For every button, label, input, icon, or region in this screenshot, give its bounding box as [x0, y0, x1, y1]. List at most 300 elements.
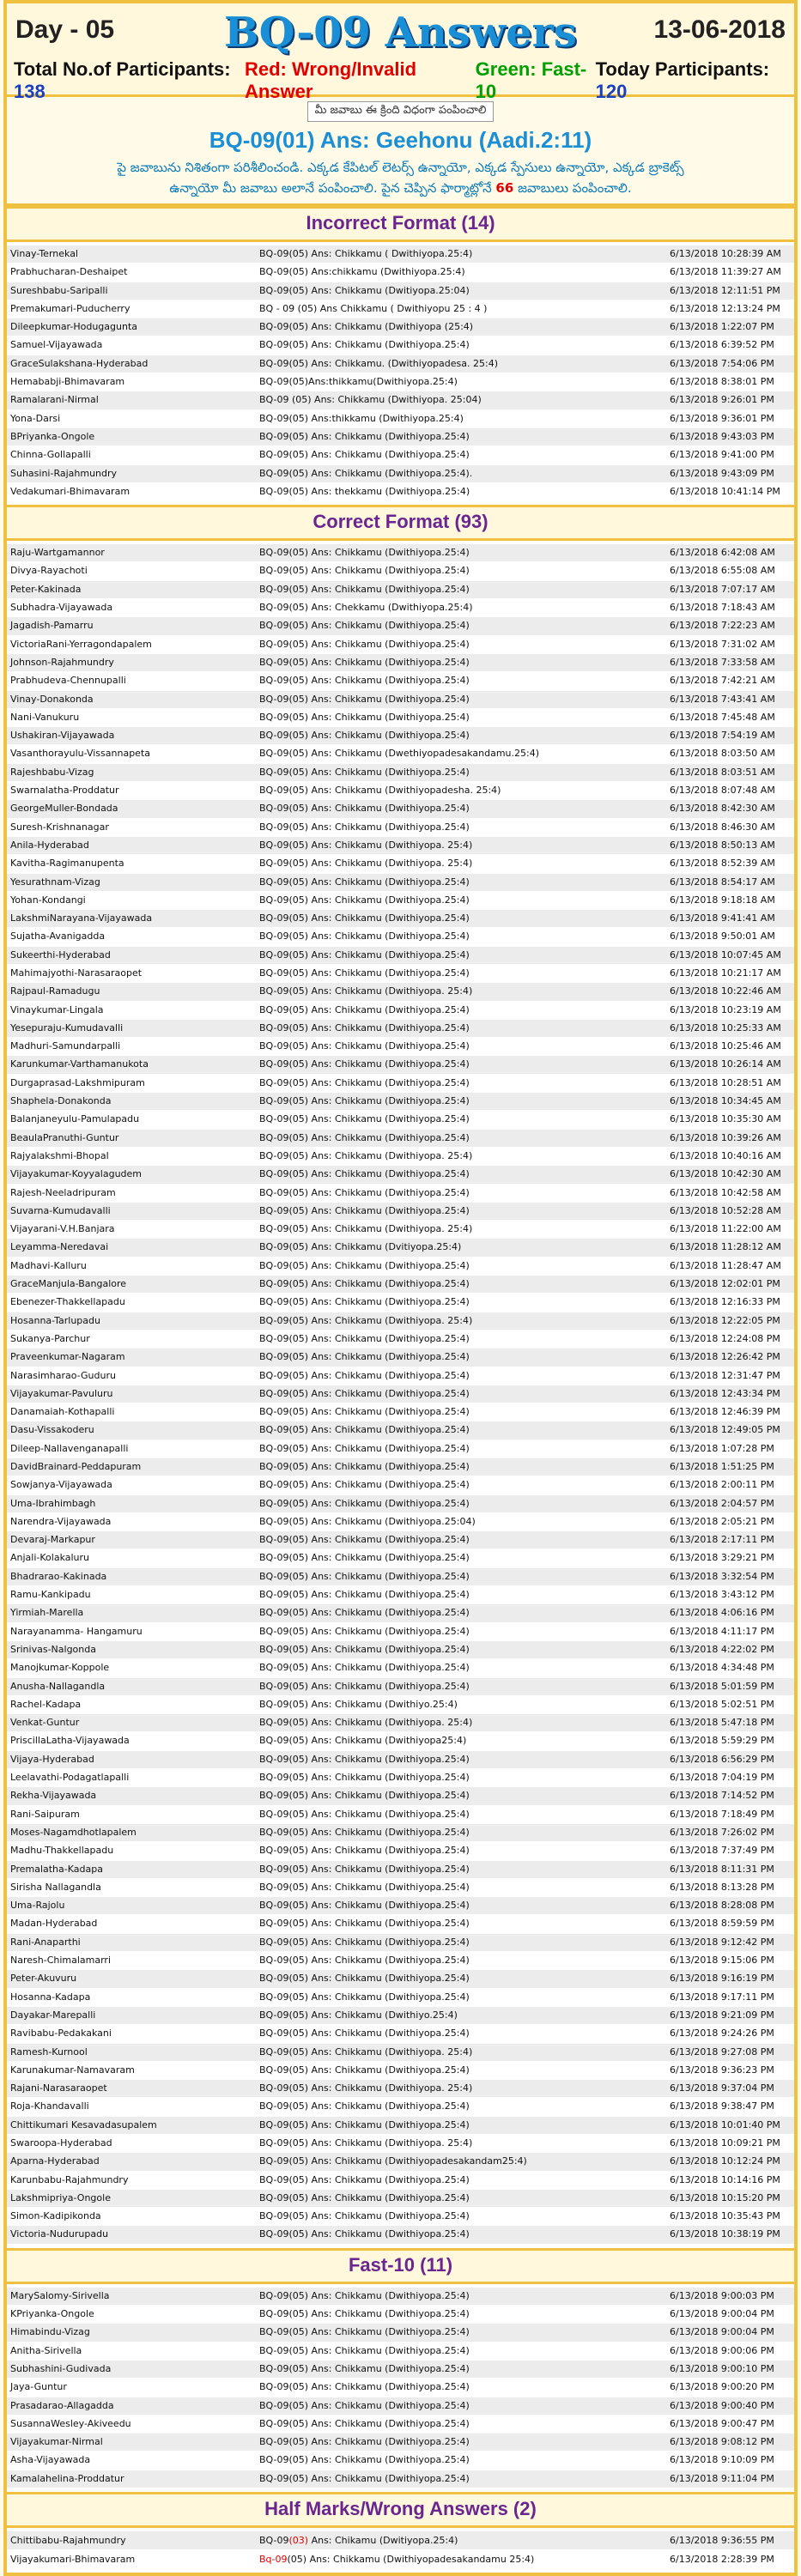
submission-time: 6/13/2018 3:43:12 PM [666, 1586, 794, 1604]
table-row [7, 1787, 794, 1805]
legend-green: Green: Fast-10 [475, 58, 587, 102]
participant-answer: BQ-09(05) Ans: Chikkamu (Dwithiyopa.25:4) [256, 1038, 666, 1056]
submission-time: 6/13/2018 10:01:40 PM [666, 2116, 794, 2134]
table-row [7, 1330, 794, 1348]
participant-answer: BQ-09(05) Ans: Chikkamu (Dwithiyopa.25:4) [256, 1276, 666, 1294]
participant-name: Swaroopa-Hyderabad [7, 2134, 256, 2152]
submission-time: 6/13/2018 4:22:02 PM [666, 1640, 794, 1658]
participant-name: Durgaprasad-Lakshmipuram [7, 1074, 256, 1092]
participant-answer: BQ-09(05) Ans: Chikkamu (Dwithiyopadesha. 25:4) [256, 782, 666, 800]
half-marks-heading: Half Marks/Wrong Answers (2) [7, 2492, 794, 2528]
submission-time: 6/13/2018 10:28:39 AM [666, 245, 794, 264]
participant-name: Vinay-Ternekal [7, 245, 256, 264]
participant-name: Rajani-Narasaraopet [7, 2080, 256, 2098]
participant-answer: BQ-09(05) Ans: Chikkamu (Dwithiyopa.25:4) [256, 617, 666, 635]
instructions [14, 157, 787, 198]
table-row [7, 1239, 794, 1257]
submission-time: 6/13/2018 9:16:19 PM [666, 1970, 794, 1988]
table-row [7, 1038, 794, 1056]
participant-name: SusannaWesley-Akiveedu [7, 2415, 256, 2433]
submission-time: 6/13/2018 8:28:08 PM [666, 1897, 794, 1915]
table-row [7, 1586, 794, 1604]
stats-bar [14, 58, 787, 103]
table-row [7, 964, 794, 982]
table-row [7, 2452, 794, 2470]
participant-answer: BQ-09(05) Ans: Chikkamu (Dwithiyopa.25:4) [256, 1750, 666, 1768]
participant-answer: BQ-09(05) Ans: Chikkamu (Dwithiyopa.25:4) [256, 544, 666, 562]
participant-name: Himabindu-Vizag [7, 2324, 256, 2342]
participant-answer: BQ-09(05) Ans: Chikkamu (Dwithiyopa.25:4) [256, 562, 666, 580]
participant-answer: BQ-09(05) Ans: Chikkamu (Dwithiyopa. 25:4) [256, 2080, 666, 2098]
submission-time: 6/13/2018 10:07:45 AM [666, 946, 794, 964]
participant-answer: BQ-09(05) Ans: Chikkamu (Dwithiyopa.25:4) [256, 1494, 666, 1512]
participant-answer: BQ-09(05) Ans: thekkamu (Dwithiyopa.25:4) [256, 482, 666, 500]
participant-answer: BQ-09(05) Ans: Chikkamu (Dwithiyopa.25:4) [256, 1769, 666, 1787]
submission-time: 6/13/2018 9:15:06 PM [666, 1952, 794, 1970]
participant-answer [256, 2550, 666, 2569]
participant-answer: BQ-09(05) Ans: Chikkamu (Dwitiyopa.25:04) [256, 282, 666, 300]
participant-answer: BQ-09(05) Ans: Chikkamu (Dwithiyopa.25:4) [256, 1659, 666, 1677]
participant-name: Dasu-Vissakoderu [7, 1421, 256, 1440]
participant-name: Raju-Wartgamannor [7, 544, 256, 562]
participant-name: Vijayakumar-Pavuluru [7, 1385, 256, 1403]
table-row [7, 1677, 794, 1695]
table-row [7, 427, 794, 445]
submission-time: 6/13/2018 2:28:39 PM [666, 2550, 794, 2569]
table-row [7, 2189, 794, 2207]
participant-answer: BQ-09(05) Ans: Chikkamu (Dwithiyopa.25:4) [256, 653, 666, 671]
table-row [7, 983, 794, 1001]
table-row [7, 2043, 794, 2061]
participant-answer: BQ-09(05) Ans: Chikkamu (Dwithiyopa. 25:4) [256, 1221, 666, 1239]
table-row [7, 1476, 794, 1494]
table-row [7, 1074, 794, 1092]
participant-name: Ramalarani-Nirmal [7, 391, 256, 409]
participant-answer: BQ-09(05) Ans: Chikkamu (Dwithiyopa.25:4) [256, 1476, 666, 1494]
submission-time: 6/13/2018 12:46:39 PM [666, 1403, 794, 1421]
submission-time: 6/13/2018 9:00:40 PM [666, 2397, 794, 2415]
participant-name: Devaraj-Markapur [7, 1531, 256, 1549]
participant-name: Bhadrarao-Kakinada [7, 1567, 256, 1585]
table-row [7, 1001, 794, 1019]
today-participants [596, 58, 787, 103]
participant-name: Karunkumar-Varthamanukota [7, 1056, 256, 1074]
participant-answer: BQ-09(05) Ans: Chikkamu (Dwithiyopa.25:4) [256, 2306, 666, 2324]
participant-answer: BQ-09(05) Ans: Chikkamu (Dwithiyopa.25:4) [256, 2415, 666, 2433]
participant-answer: BQ-09(05) Ans: Chikkamu (Dwithiyopa.25:4) [256, 427, 666, 445]
participant-answer: BQ-09(05) Ans: Chikkamu (Dwithiyopa.25:4) [256, 1440, 666, 1458]
table-row [7, 282, 794, 300]
table-row [7, 580, 794, 598]
participant-name: Naresh-Chimalamarri [7, 1952, 256, 1970]
page [3, 0, 798, 2576]
correct-answer: BQ-09(01) Ans: Geehonu (Aadi.2:11) [209, 127, 592, 153]
participant-name: Vijayakumar-Koyyalagudem [7, 1166, 256, 1184]
participant-answer: BQ-09(05) Ans: Chikkamu (Dwithiyopa.25:4) [256, 1878, 666, 1896]
submission-time: 6/13/2018 7:54:06 PM [666, 355, 794, 373]
participant-answer: BQ-09(05) Ans: Chikkamu (Dwithiyopa.25:4) [256, 946, 666, 964]
participant-answer: BQ-09(05) Ans: Chikkamu (Dwithiyopa.25:4) [256, 690, 666, 708]
submission-time: 6/13/2018 8:54:17 AM [666, 873, 794, 891]
participant-answer: BQ-09(05) Ans: Chikkamu (Dwithiyo.25:4) [256, 1695, 666, 1713]
page-title: BQ-09 Answers [224, 9, 577, 57]
participant-answer: BQ-09(05) Ans: Chikkamu (Dwithiyopa.25:4) [256, 1952, 666, 1970]
participant-answer: BQ-09(05) Ans: Chikkamu (Dwithiyopa.25:4) [256, 1056, 666, 1074]
participant-answer: BQ-09 (05) Ans: Chikkamu (Dwithiyopa. 25:04) [256, 391, 666, 409]
participant-name: Balanjaneyulu-Pamulapadu [7, 1111, 256, 1129]
participant-name: Madhuri-Samundarpalli [7, 1038, 256, 1056]
participant-name: Vijayakumar-Nirmal [7, 2434, 256, 2452]
participant-answer: BQ-09(05) Ans: Chikkamu (Dwithiyopa. 25:4) [256, 2043, 666, 2061]
table-row [7, 2171, 794, 2189]
participant-name: Peter-Akuvuru [7, 1970, 256, 1988]
participant-name: Ramu-Kankipadu [7, 1586, 256, 1604]
participant-answer: BQ-09(05) Ans: Chikkamu (Dwithiyopa.25:4) [256, 2171, 666, 2189]
participant-name: Rekha-Vijayawada [7, 1787, 256, 1805]
submission-time: 6/13/2018 7:07:17 AM [666, 580, 794, 598]
incorrect-format-table [7, 245, 794, 501]
correct-format-section [7, 541, 794, 2248]
participant-answer: BQ-09(05) Ans: Chikkamu (Dwithiyopa.25:4) [256, 1787, 666, 1805]
fast10-table [7, 2288, 794, 2488]
day-label: Day - 05 [15, 15, 115, 44]
participant-answer: BQ-09(05) Ans: Chikkamu (Dwithiyopa.25:4) [256, 1897, 666, 1915]
participant-answer: BQ-09(05) Ans:chikkamu (Dwithiyopa.25:4) [256, 264, 666, 282]
participant-answer: BQ-09(05) Ans: Chikkamu (Dwithiyopa.25:4) [256, 1403, 666, 1421]
submission-time: 6/13/2018 10:28:51 AM [666, 1074, 794, 1092]
submission-time: 6/13/2018 12:49:05 PM [666, 1421, 794, 1440]
table-row [7, 1166, 794, 1184]
participant-name: Vinay-Donakonda [7, 690, 256, 708]
submission-time: 6/13/2018 10:35:43 PM [666, 2208, 794, 2226]
participant-name: Samuel-Vijayawada [7, 336, 256, 355]
participant-name: Ravibabu-Pedakakani [7, 2025, 256, 2043]
today-label: Today Participants: [595, 58, 770, 80]
participant-name: Chinna-Gollapalli [7, 446, 256, 464]
participant-name: Narasimharao-Guduru [7, 1367, 256, 1385]
participant-name: Sujatha-Avanigadda [7, 928, 256, 946]
participant-answer: BQ-09(05) Ans: Chikkamu (Dwithiyopa.25:4) [256, 1549, 666, 1567]
participant-name: Subhashini-Gudivada [7, 2360, 256, 2378]
participant-answer: BQ-09(05) Ans: Chikkamu (Dwithiyopa.25:4) [256, 1257, 666, 1275]
participant-name: Karunbabu-Rajahmundry [7, 2171, 256, 2189]
table-row [7, 1184, 794, 1202]
submission-time: 6/13/2018 7:22:23 AM [666, 617, 794, 635]
table-row [7, 653, 794, 671]
table-row [7, 1769, 794, 1787]
table-row [7, 1640, 794, 1658]
participant-name: GeorgeMuller-Bondada [7, 800, 256, 818]
participant-name: Moses-Nagamdhotlapalem [7, 1823, 256, 1841]
submission-time: 6/13/2018 9:24:26 PM [666, 2025, 794, 2043]
participant-answer: BQ-09(05) Ans: Chikkamu (Dwithiyopa.25:4). [256, 464, 666, 482]
table-row [7, 928, 794, 946]
table-row [7, 1440, 794, 1458]
submission-time: 6/13/2018 9:00:04 PM [666, 2324, 794, 2342]
participant-answer: BQ-09(05) Ans: Chikkamu (Dwithiyopa.25:4) [256, 2360, 666, 2378]
answer-rest: (05) Ans: Chikkamu (Dwithiyopadesakandamu 25:4) [287, 2554, 535, 2566]
submission-time: 6/13/2018 10:41:14 PM [666, 482, 794, 500]
participant-answer: BQ-09(05) Ans: Chikkamu (Dwithiyopa.25:4) [256, 800, 666, 818]
participant-name: Johnson-Rajahmundry [7, 653, 256, 671]
incorrect-format-heading: Incorrect Format (14) [7, 206, 794, 242]
total-label: Total No.of Participants: [14, 58, 231, 80]
participant-answer: BQ-09(05) Ans: Chikkamu (Dwithiyopa.25:4) [256, 1421, 666, 1440]
participant-answer: BQ-09(05) Ans: Chikkamu (Dwithiyopa.25:4) [256, 1586, 666, 1604]
participant-answer: BQ-09(05) Ans: Chikkamu (Dwithiyopa.25:4) [256, 2061, 666, 2079]
participant-answer: BQ-09(05) Ans: Chikkamu (Dwithiyopadesakandam25:4) [256, 2153, 666, 2171]
fast10-heading: Fast-10 (11) [7, 2248, 794, 2284]
participant-name: Danamaiah-Kothapalli [7, 1403, 256, 1421]
participant-answer: BQ-09(05) Ans: Chikkamu (Dwithiyopa.25:4) [256, 1202, 666, 1220]
table-row [7, 2006, 794, 2024]
submission-time: 6/13/2018 12:22:05 PM [666, 1312, 794, 1330]
participant-answer: BQ-09(05) Ans: Chikkamu (Dwithiyopa.25:4) [256, 1129, 666, 1147]
table-row [7, 2226, 794, 2244]
participant-answer: BQ-09(05) Ans: Chikkamu (Dwithiyopa.25:4) [256, 1622, 666, 1640]
table-row [7, 2025, 794, 2043]
participant-name: GraceManjula-Bangalore [7, 1276, 256, 1294]
submission-time: 6/13/2018 10:22:46 AM [666, 983, 794, 1001]
participant-name: Jagadish-Pamarru [7, 617, 256, 635]
submission-time: 6/13/2018 10:15:20 PM [666, 2189, 794, 2207]
format-note [14, 100, 787, 122]
submission-time: 6/13/2018 10:23:19 AM [666, 1001, 794, 1019]
participant-answer: BQ-09(05) Ans: Chikkamu (Dwithiyopa.25:4) [256, 1349, 666, 1367]
participant-answer: BQ-09(05) Ans: Chikkamu (Dwithiyopa.25:4) [256, 1019, 666, 1037]
submission-time: 6/13/2018 9:00:47 PM [666, 2415, 794, 2433]
participant-name: MarySalomy-Sirivella [7, 2288, 256, 2306]
table-row [7, 1512, 794, 1530]
participant-name: Suresh-Krishnanagar [7, 818, 256, 836]
table-row [7, 1019, 794, 1037]
table-row [7, 818, 794, 836]
submission-time: 6/13/2018 5:02:51 PM [666, 1695, 794, 1713]
participant-name: Madhu-Thakkellapadu [7, 1842, 256, 1860]
submission-time: 6/13/2018 7:26:02 PM [666, 1823, 794, 1841]
participant-name: Sowjanya-Vijayawada [7, 1476, 256, 1494]
participant-name: Aparna-Hyderabad [7, 2153, 256, 2171]
table-row [7, 599, 794, 617]
table-row [7, 2550, 794, 2569]
participant-name: Victoria-Nudurupadu [7, 2226, 256, 2244]
participant-answer: BQ-09(05) Ans: Chikkamu (Dwithiyopa.25:4) [256, 1531, 666, 1549]
participant-answer [256, 2531, 666, 2550]
participant-name: Sureshbabu-Saripalli [7, 282, 256, 300]
participant-name: Hosanna-Tarlupadu [7, 1312, 256, 1330]
participant-answer: BQ-09(05) Ans: Chikkamu (Dwithiyopa.25:4) [256, 727, 666, 745]
participant-name: Vijayakumari-Bhimavaram [7, 2550, 256, 2569]
submission-time: 6/13/2018 4:06:16 PM [666, 1604, 794, 1622]
participant-name: Dayakar-Marepalli [7, 2006, 256, 2024]
participant-name: Dileepkumar-Hodugagunta [7, 318, 256, 336]
table-row [7, 763, 794, 781]
participant-name: Srinivas-Nalgonda [7, 1640, 256, 1658]
participant-answer: BQ-09(05) Ans: Chikkamu (Dwithiyopa.25:4) [256, 1330, 666, 1348]
submission-time: 6/13/2018 10:21:17 AM [666, 964, 794, 982]
submission-time: 6/13/2018 12:31:47 PM [666, 1367, 794, 1385]
participant-answer: BQ-09(05) Ans: Chikkamu (Dwithiyopa.25:4) [256, 910, 666, 928]
participant-name: Rajpaul-Ramadugu [7, 983, 256, 1001]
table-row [7, 2288, 794, 2306]
submission-time: 6/13/2018 7:42:21 AM [666, 672, 794, 690]
participant-answer: BQ-09(05) Ans: Chikkamu (Dwithiyopa. 25:4) [256, 855, 666, 873]
table-row [7, 264, 794, 282]
participant-name: Leelavathi-Podagatlapalli [7, 1769, 256, 1787]
participant-answer: BQ-09(05) Ans:thikkamu (Dwithiyopa.25:4) [256, 409, 666, 427]
participant-answer: BQ-09(05) Ans: Chikkamu (Dvitiyopa.25:4) [256, 1239, 666, 1257]
submission-time: 6/13/2018 2:00:11 PM [666, 1476, 794, 1494]
submission-time: 6/13/2018 5:01:59 PM [666, 1677, 794, 1695]
participant-name: Vijayarani-V.H.Banjara [7, 1221, 256, 1239]
participant-answer: BQ-09(05) Ans: Chikkamu (Dwithiyopa.25:4) [256, 2397, 666, 2415]
table-row [7, 1494, 794, 1512]
participant-name: Hosanna-Kadapa [7, 1988, 256, 2006]
participant-answer: BQ-09(05) Ans: Chikkamu (Dwithiyopa.25:4) [256, 1111, 666, 1129]
half-marks-table [7, 2531, 794, 2569]
participant-answer: BQ-09(05) Ans: Chikkamu (Dwithiyopa. 25:4) [256, 2134, 666, 2152]
submission-time: 6/13/2018 2:05:21 PM [666, 1512, 794, 1530]
submission-time: 6/13/2018 10:14:16 PM [666, 2171, 794, 2189]
participant-answer: BQ-09(05) Ans: Chikkamu (Dwithiyopa.25:4) [256, 1367, 666, 1385]
participant-name: Vijaya-Hyderabad [7, 1750, 256, 1768]
table-row [7, 1257, 794, 1275]
submission-time: 6/13/2018 9:12:42 PM [666, 1933, 794, 1951]
table-row [7, 373, 794, 391]
table-row [7, 1714, 794, 1732]
table-row [7, 1860, 794, 1878]
submission-time: 6/13/2018 11:28:12 AM [666, 1239, 794, 1257]
participant-answer: BQ-09(05) Ans: Chikkamu (Dwithiyopa.25:4) [256, 1823, 666, 1841]
table-row [7, 318, 794, 336]
submission-time: 6/13/2018 6:42:08 AM [666, 544, 794, 562]
participant-name: Rachel-Kadapa [7, 1695, 256, 1713]
submission-time: 6/13/2018 2:04:57 PM [666, 1494, 794, 1512]
submission-time: 6/13/2018 2:17:11 PM [666, 1531, 794, 1549]
table-row [7, 1604, 794, 1622]
submission-time: 6/13/2018 12:13:24 PM [666, 300, 794, 318]
table-row [7, 1056, 794, 1074]
table-row [7, 245, 794, 264]
header [7, 3, 794, 102]
submission-time: 6/13/2018 12:24:08 PM [666, 1330, 794, 1348]
table-row [7, 1567, 794, 1585]
table-row [7, 1970, 794, 1988]
participant-answer: BQ-09(05) Ans: Chikkamu (Dwithiyopa.25:4) [256, 1677, 666, 1695]
participant-answer: BQ-09(05) Ans: Chikkamu (Dwithiyopa (25:4) [256, 318, 666, 336]
participant-name: Hemababji-Bhimavaram [7, 373, 256, 391]
participant-name: Vasanthorayulu-Vissannapeta [7, 745, 256, 763]
participant-answer: BQ-09(05) Ans: Chikkamu (Dwithiyopa.25:4) [256, 1074, 666, 1092]
total-value: 138 [14, 81, 46, 102]
participant-name: Anila-Hyderabad [7, 836, 256, 854]
participant-answer: BQ-09(05) Ans: Chikkamu (Dwithiyopa. 25:4) [256, 1714, 666, 1732]
submission-time: 6/13/2018 10:38:19 PM [666, 2226, 794, 2244]
table-row [7, 1750, 794, 1768]
table-row [7, 2470, 794, 2488]
submission-time: 6/13/2018 7:33:58 AM [666, 653, 794, 671]
participant-answer: BQ-09(05) Ans: Chikkamu (Dwithiyopa.25:4) [256, 1640, 666, 1658]
table-row [7, 336, 794, 355]
table-row [7, 2434, 794, 2452]
participant-answer: BQ-09(05) Ans: Chikkamu (Dwithiyopa.25:4) [256, 1458, 666, 1476]
table-row [7, 2153, 794, 2171]
instructions-line-2a: ఉన్నాయో మీ జవాబు అలానే పంపించాలి. పైన చెప్పిన ఫార్మాట్లోనే [169, 180, 492, 196]
participant-answer: BQ-09(05) Ans: Chikkamu (Dwithiyopa.25:4) [256, 672, 666, 690]
participant-answer: BQ-09(05) Ans: Chikkamu (Dwithiyopa.25:4) [256, 1970, 666, 1988]
format-note-text: మీ జవాబు ఈ క్రింది విధంగా పంపించాలి [307, 101, 495, 122]
participant-answer: BQ-09(05) Ans: Chikkamu (Dwithiyopa.25:4) [256, 928, 666, 946]
participant-name: Venkat-Guntur [7, 1714, 256, 1732]
participant-name: Leyamma-Neredavai [7, 1239, 256, 1257]
table-row [7, 873, 794, 891]
submission-time: 6/13/2018 10:12:24 PM [666, 2153, 794, 2171]
participant-name: Praveenkumar-Nagaram [7, 1349, 256, 1367]
participant-answer: BQ-09(05) Ans: Chekkamu (Dwithiyopa.25:4) [256, 599, 666, 617]
participant-answer: BQ-09(05) Ans: Chikkamu (Dwithiyopa.25:4) [256, 2470, 666, 2488]
submission-time: 6/13/2018 7:43:41 AM [666, 690, 794, 708]
table-row [7, 782, 794, 800]
submission-time: 6/13/2018 7:31:02 AM [666, 635, 794, 653]
participant-answer: BQ - 09 (05) Ans Chikkamu ( Dwithiyopu 25 : 4 ) [256, 300, 666, 318]
legend [245, 58, 596, 103]
participant-answer: BQ-09(05) Ans: Chikkamu (Dwithiyopa.25:4) [256, 2208, 666, 2226]
submission-time: 6/13/2018 9:43:03 PM [666, 427, 794, 445]
participant-name: Mahimajyothi-Narasaraopet [7, 964, 256, 982]
table-row [7, 2080, 794, 2098]
submission-time: 6/13/2018 6:56:29 PM [666, 1750, 794, 1768]
table-row [7, 2379, 794, 2397]
submission-time: 6/13/2018 1:07:28 PM [666, 1440, 794, 1458]
total-participants [14, 58, 245, 103]
submission-time: 6/13/2018 10:09:21 PM [666, 2134, 794, 2152]
submission-time: 6/13/2018 6:55:08 AM [666, 562, 794, 580]
submission-time: 6/13/2018 8:52:39 AM [666, 855, 794, 873]
participant-name: BPriyanka-Ongole [7, 427, 256, 445]
submission-time: 6/13/2018 3:32:54 PM [666, 1567, 794, 1585]
participant-answer: BQ-09(05) Ans: Chikkamu (Dwithiyopa.25:4) [256, 1915, 666, 1933]
table-row [7, 891, 794, 909]
submission-time: 6/13/2018 10:26:14 AM [666, 1056, 794, 1074]
participant-name: Suhasini-Rajahmundry [7, 464, 256, 482]
submission-time: 6/13/2018 10:25:46 AM [666, 1038, 794, 1056]
table-row [7, 300, 794, 318]
participant-name: Lakshmipriya-Ongole [7, 2189, 256, 2207]
submission-time: 6/13/2018 7:37:49 PM [666, 1842, 794, 1860]
table-row [7, 2116, 794, 2134]
submission-time: 6/13/2018 9:10:09 PM [666, 2452, 794, 2470]
participant-answer: BQ-09(05) Ans: Chikkamu (Dwithiyopa.25:4) [256, 1184, 666, 1202]
table-row [7, 1531, 794, 1549]
participant-name: Anusha-Nallagandla [7, 1677, 256, 1695]
participant-name: Shaphela-Donakonda [7, 1093, 256, 1111]
participant-name: Uma-Ibrahimbagh [7, 1494, 256, 1512]
submission-time: 6/13/2018 8:03:51 AM [666, 763, 794, 781]
submission-time: 6/13/2018 8:03:50 AM [666, 745, 794, 763]
participant-name: Madhavi-Kalluru [7, 1257, 256, 1275]
participant-answer: BQ-09(05) Ans: Chikkamu (Dwithiyopa.25:4) [256, 1093, 666, 1111]
table-row [7, 2397, 794, 2415]
participant-answer: BQ-09(05) Ans: Chikkamu (Dwithiyopa.25:4) [256, 2452, 666, 2470]
table-row [7, 1549, 794, 1567]
answer-prefix: BQ-09 [259, 2535, 289, 2547]
submission-time: 6/13/2018 12:43:34 PM [666, 1385, 794, 1403]
participant-answer: BQ-09(05) Ans: Chikkamu (Dwithiyopa.25:4) [256, 1805, 666, 1823]
submission-time: 6/13/2018 9:37:04 PM [666, 2080, 794, 2098]
table-row [7, 2342, 794, 2360]
table-row [7, 1659, 794, 1677]
table-row [7, 2208, 794, 2226]
